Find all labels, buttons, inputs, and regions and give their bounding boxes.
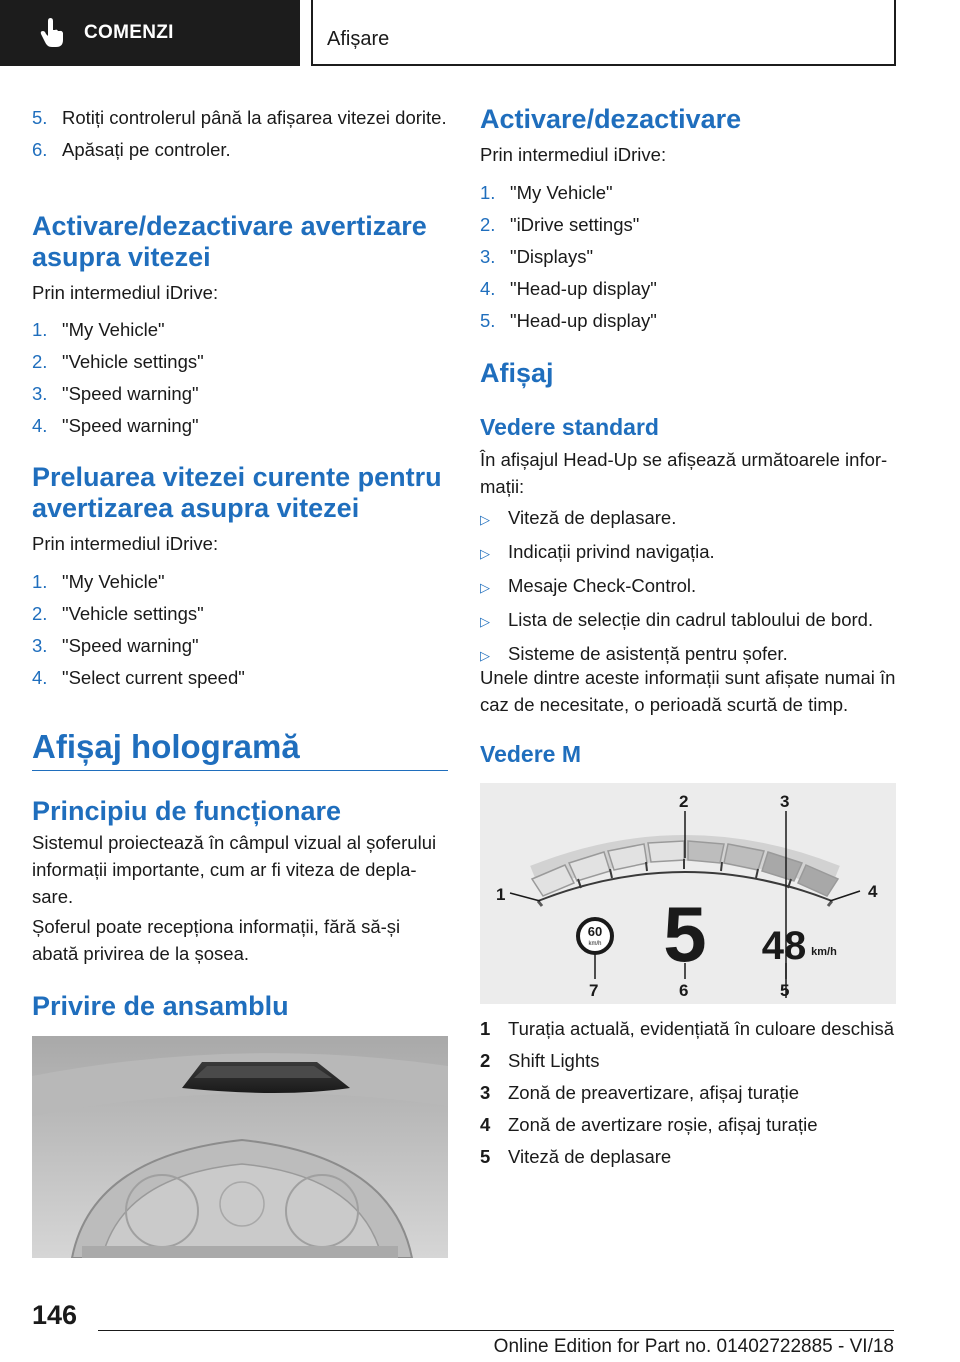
- triangle-bullet-icon: ▷: [480, 512, 490, 527]
- section-tab: [0, 0, 300, 66]
- triangle-bullet-icon: ▷: [480, 614, 490, 629]
- heading-overview: Privire de ansamblu: [32, 991, 289, 1021]
- page-header-title: Afișare: [327, 28, 390, 50]
- speed-warning-steps: [32, 316, 448, 444]
- heading-speed-warning: Activare/dezactivare avertizare asupra vitezei: [32, 211, 427, 272]
- heading-principle: Principiu de funcționare: [32, 796, 342, 826]
- list-item: 6. Apăsați pe controler.: [32, 139, 231, 160]
- heading-current-speed: Preluarea vitezei curente pentru avertizarea asupra vitezei: [32, 462, 442, 523]
- list-item: 1. "My Vehicle": [480, 182, 613, 203]
- gear-indicator: 5: [663, 890, 707, 978]
- list-item: 4. "Head-up display": [480, 278, 657, 299]
- speed-limit-unit: km/h: [588, 941, 602, 947]
- section-label: COMENZI: [84, 22, 174, 43]
- speed-value: 48: [761, 924, 807, 968]
- list-item: ▷ Viteză de deplasare.: [480, 504, 896, 533]
- callout-4: 4: [868, 882, 878, 901]
- idrive-intro: Prin intermediul iDrive:: [480, 144, 667, 165]
- list-item: 5 Viteză de deplasare: [480, 1146, 672, 1167]
- edition-note: Online Edition for Part no. 01402722885 - VI/18: [493, 1336, 894, 1357]
- callout-1: 1: [496, 885, 506, 904]
- principle-paragraph: Sistemul proiectează în câmpul vizual al șoferului informații importante, cum ar fi viteza de deplasare.: [32, 832, 437, 907]
- list-item: ▷ Sisteme de asistență pentru șofer.: [480, 640, 896, 669]
- list-item: 2. "Vehicle settings": [32, 603, 204, 624]
- page-header: [311, 0, 896, 66]
- note-paragraph: Unele dintre aceste informații sunt afișate numai în caz de necesitate, o perioadă scurtă de timp.: [480, 667, 896, 715]
- callout-7: 7: [589, 981, 599, 1000]
- list-item: 4. "Select current speed": [32, 667, 245, 688]
- list-item: 3 Zonă de preavertizare, afișaj turație: [480, 1082, 800, 1103]
- steps-continued-list: [32, 104, 448, 168]
- page-number: 146: [32, 1300, 78, 1330]
- triangle-bullet-icon: ▷: [480, 648, 490, 663]
- list-item: 3. "Speed warning": [32, 383, 199, 404]
- idrive-intro: Prin intermediul iDrive:: [32, 282, 219, 303]
- list-item: ▷ Indicații privind navigația.: [480, 538, 896, 567]
- hand-pointer-icon: [40, 18, 66, 48]
- footer-rule: [98, 1330, 894, 1331]
- activate-steps: [480, 179, 896, 339]
- callout-3: 3: [780, 792, 790, 811]
- list-item: 2. "Vehicle settings": [32, 351, 204, 372]
- list-item: 2. "iDrive settings": [480, 214, 640, 235]
- speed-limit-value: 60: [587, 924, 603, 939]
- heading-m-view: Vedere M: [480, 741, 581, 767]
- standard-view-paragraph: În afișajul Head-Up se afișează următoarele informații:: [480, 449, 888, 497]
- list-item: 4. "Speed warning": [32, 415, 199, 436]
- heading-activate: Activare/dezactivare: [480, 104, 742, 134]
- chapter-rule: [32, 770, 448, 771]
- cockpit-photo: [32, 1036, 448, 1258]
- m-view-diagram: [480, 783, 896, 1004]
- callout-6: 6: [679, 981, 689, 1000]
- list-item: 3. "Displays": [480, 246, 594, 267]
- list-item: 1 Turația actuală, evidențiată în culoare deschisă: [480, 1018, 894, 1039]
- speed-unit: km/h: [811, 946, 837, 958]
- diagram-legend: [480, 1015, 896, 1175]
- chapter-title: Afișaj hologramă: [32, 728, 300, 765]
- callout-2: 2: [679, 792, 689, 811]
- list-item: 1. "My Vehicle": [32, 319, 165, 340]
- list-item: 5. Rotiți controlerul până la afișarea vitezei dorite.: [32, 107, 447, 128]
- list-item: 2 Shift Lights: [480, 1050, 600, 1071]
- list-item: ▷ Lista de selecție din cadrul tabloului de bord.: [480, 606, 896, 635]
- triangle-bullet-icon: ▷: [480, 580, 490, 595]
- list-item: 4 Zonă de avertizare roșie, afișaj turație: [480, 1114, 818, 1135]
- callout-5: 5: [780, 981, 790, 1000]
- principle-paragraph: Șoferul poate recepționa informații, fără să-și abată privirea de la șosea.: [32, 916, 401, 964]
- heading-display: Afișaj: [480, 358, 554, 388]
- list-item: 3. "Speed warning": [32, 635, 199, 656]
- list-item: 1. "My Vehicle": [32, 571, 165, 592]
- triangle-bullet-icon: ▷: [480, 546, 490, 561]
- heading-standard-view: Vedere standard: [480, 414, 659, 440]
- list-item: 5. "Head-up display": [480, 310, 657, 331]
- idrive-intro: Prin intermediul iDrive:: [32, 533, 219, 554]
- list-item: ▷ Mesaje Check-Control.: [480, 572, 896, 601]
- current-speed-steps: [32, 568, 448, 696]
- standard-view-bullets: [480, 504, 896, 674]
